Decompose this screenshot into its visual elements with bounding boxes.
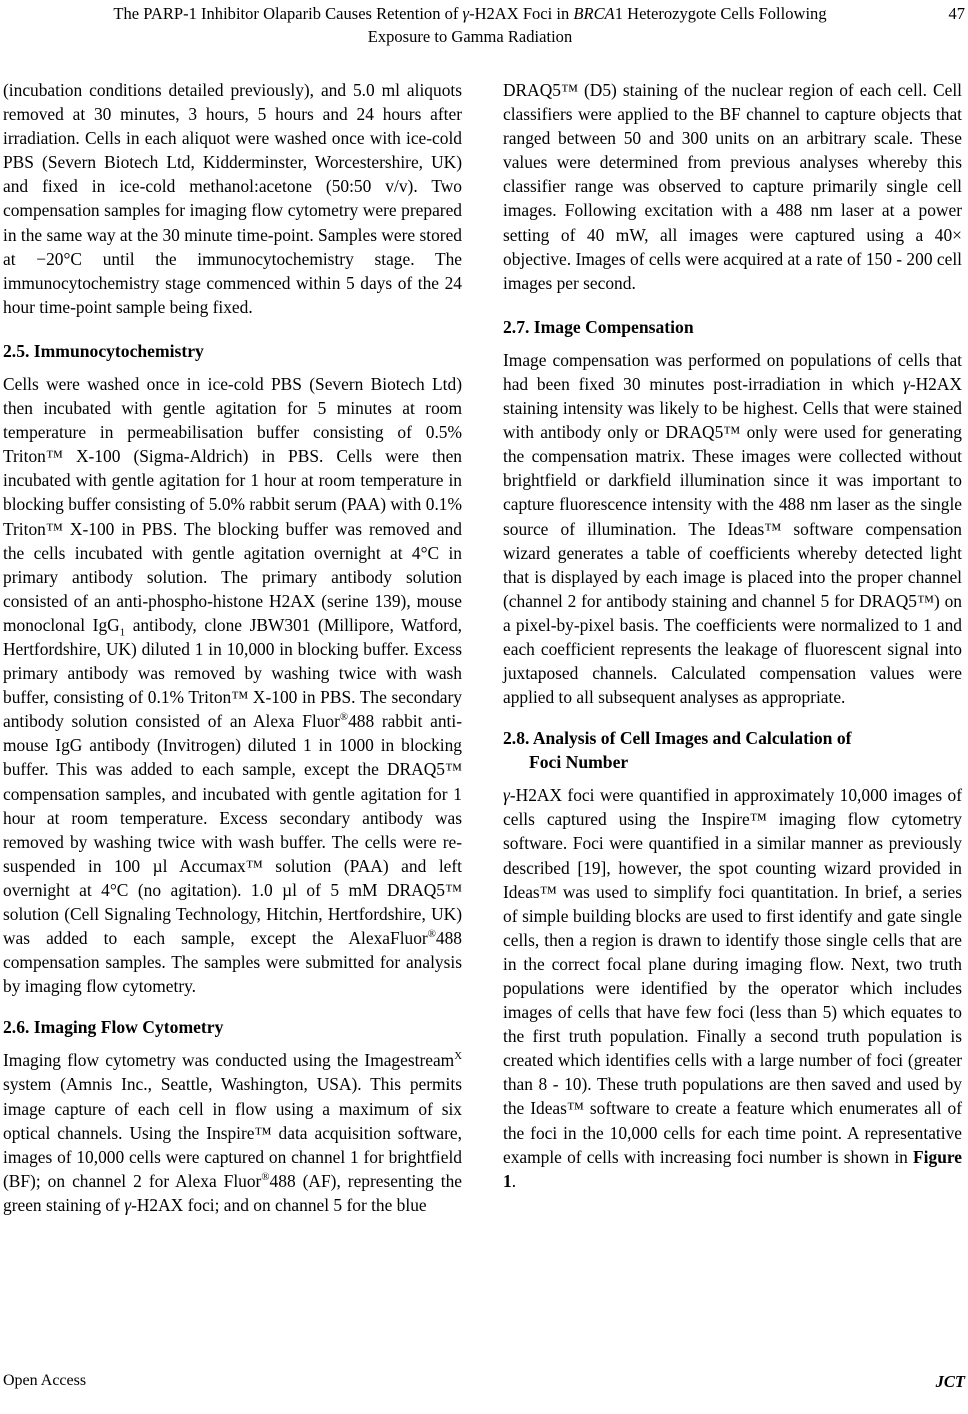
registered-trademark-icon: ® [427, 928, 436, 941]
para-2-7-part-a: Image compensation was performed on populations of cells that had been fixed 30 minutes post-irradiation in which [503, 349, 962, 394]
paragraph-draq5-staining: DRAQ5™ (D5) staining of the nuclear region of each cell. Cell classifiers were applied to the BF channel to capture objects that ranged between 50 and 300 units on an arbitrary scale. These values were determined from previous analyses whereby this classifier range was observed to capture primarily single cell images. Following excitation with a 488 nm laser at a power setting of 40 mW, all images were captured using a 40× objective. Images of cells were acquired at a rate of 150 - 200 cell images per second. [503, 80, 962, 293]
gamma-symbol: γ [503, 785, 510, 806]
left-column [3, 78, 462, 1340]
para-2-6-part-b: system (Amnis Inc., Seattle, Washington, USA). This permits image capture of each cell in flow using a maximum of six optical channels. Using the Inspire™ data acquisition software, images of 10,000 cells were captured on channel 1 for brightfield (BF); on channel 2 for Alexa Fluor [3, 1074, 462, 1191]
brca-gene-name: BRCA [573, 4, 615, 23]
running-head-title-pre: The PARP-1 Inhibitor Olaparib Causes Retention of [113, 4, 463, 23]
paragraph-immunocytochemistry [3, 372, 462, 998]
heading-2-8-line2: Foci Number [529, 752, 629, 773]
heading-2-7: 2.7. Image Compensation [503, 316, 694, 337]
running-head-title-mid: -H2AX Foci in [469, 4, 574, 23]
heading-2-8-line1: 2.8. Analysis of Cell Images and Calculation of [503, 728, 852, 749]
page-footer [0, 1372, 968, 1398]
running-head-title [60, 2, 880, 48]
para-2-6-part-c: 488 (AF), representing the green staining of [3, 1170, 462, 1215]
running-head-title-post: 1 Heterozygote Cells Following [614, 4, 827, 23]
igg-subscript: 1 [119, 626, 126, 639]
figure-1-reference[interactable]: Figure 1 [503, 1146, 962, 1191]
para-2-6-part-a: Imaging flow cytometry was conducted using the Imagestream [3, 1050, 455, 1071]
paragraph-foci-analysis [503, 783, 962, 1193]
para-2-5-part-b: antibody, clone JBW301 (Millipore, Watford, Hertfordshire, UK) diluted 1 in 10,000 in blocking buffer. Excess primary antibody was removed by washing twice with wash buffer, consisting of 0.1% Triton™ X-100 in PBS. The secondary antibody solution consisted of an Alexa Fluor [3, 614, 463, 732]
heading-2-8 [503, 726, 962, 774]
para-2-8-part-a: -H2AX foci were quantified in approximately 10,000 images of cells captured using the Inspire™ imaging flow cytometry software. Foci were quantified in a similar manner as previously described [19], however, the spot counting wizard provided in Ideas™ was used to simplify foci quantitation. In brief, a series of simple building blocks are used to first identify and gate single cells, then a region is drawn to identify those single cells that are in the correct focal plane during imaging flow. Next, two truth populations were identified by the operator which includes images of cells that have few foci (less than 5) which equates to the first truth population. Finally a second truth population is created which identifies cells with a large number of foci (greater than 8 - 10). These truth populations are then saved and used by the Ideas™ software to create a feature which enumerates all of the foci in the 10,000 cells for each time point. A representative example of cells with increasing foci number is shown in [503, 785, 962, 1167]
gamma-symbol: γ [902, 373, 910, 394]
heading-2-6: 2.6. Imaging Flow Cytometry [3, 1017, 224, 1038]
imagestream-x-superscript: X [454, 1050, 462, 1063]
para-2-5-part-d: 488 compensation samples. The samples were submitted for analysis by imaging flow cytometry. [3, 928, 462, 997]
page-number: 47 [948, 4, 965, 23]
two-column-body [3, 78, 965, 1340]
para-2-7-part-b: -H2AX staining intensity was likely to be highest. Cells that were stained with antibody only or DRAQ5™ only were used for generating the compensation matrix. These images were collected without brightfield or darkfield illumination since it was important to capture fluorescence intensity with the 488 nm laser as the single source of illumination. The Ideas™ software compensation wizard generates a table of coefficients whereby detected light that is displayed by each image is placed into the proper channel (channel 2 for antibody staining and channel 5 for DRAQ5™) on a pixel-by-pixel basis. The coefficients were normalized to 1 and each coefficient represents the leakage of fluorescent signal into juxtaposed channels. Calculated compensation values were applied to all subsequent analyses as appropriate. [503, 373, 962, 708]
running-head-title-line2: Exposure to Gamma Radiation [367, 27, 573, 46]
paragraph-image-compensation [503, 348, 962, 709]
right-column [503, 78, 962, 1340]
running-head [0, 0, 968, 58]
para-2-8-part-b: . [511, 1170, 517, 1191]
para-2-5-part-c: 488 rabbit anti-mouse IgG antibody (Invitrogen) diluted 1 in 1000 in blocking buffer. This was added to each sample, except the DRAQ5™ compensation samples, and incubated with gentle agitation for 1 hour at room temperature. Excess secondary antibody was removed by washing twice with wash buffer. The cells were re-suspended in 100 µl Accumax™ solution (PAA) and left overnight at 4°C (no agitation). 1.0 µl of 5 mM DRAQ5™ solution (Cell Signaling Technology, Hitchin, Hertfordshire, UK) was added to each sample, except the AlexaFluor [3, 711, 462, 949]
journal-abbreviation: JCT [935, 1372, 965, 1391]
heading-2-5: 2.5. Immunocytochemistry [3, 340, 204, 361]
gamma-symbol: γ [124, 1194, 132, 1215]
para-2-5-part-a: Cells were washed once in ice-cold PBS (Severn Biotech Ltd) then incubated with gentle agitation for 5 minutes at room temperature in permeabilisation buffer consisting of 0.5% Triton™ X-100 (Sigma-Aldrich) in PBS. Cells were then incubated with gentle agitation for 1 hour at room temperature in blocking buffer consisting of 5.0% rabbit serum (PAA) with 0.1% Triton™ X-100 in PBS. The blocking buffer was removed and the cells incubated with gentle agitation overnight at 4°C in primary antibody solution. The primary antibody solution consisted of an anti-phospho-histone H2AX (serine 139), mouse monoclonal IgG [3, 373, 462, 635]
paragraph-imaging-flow-cytometry [3, 1048, 462, 1217]
registered-trademark-icon: ® [261, 1171, 270, 1184]
paragraph-continuation: (incubation conditions detailed previously), and 5.0 ml aliquots removed at 30 minutes, 3 hours, 5 hours and 24 hours after irradiation. Cells in each aliquot were washed once with ice-cold PBS (Severn Biotech Ltd, Kidderminster, Worcestershire, UK) and fixed in ice-cold methanol:acetone (50:50 v/v). Two compensation samples for imaging flow cytometry were prepared in the same way at the 30 minute time-point. Samples were stored at −20°C until the immunocytochemistry stage. The immunocytochemistry stage commenced within 5 days of the 24 hour time-point sample being fixed. [3, 80, 462, 317]
registered-trademark-icon: ® [339, 711, 349, 724]
open-access-label: Open Access [3, 1372, 87, 1389]
gamma-symbol: γ [462, 4, 470, 23]
para-2-6-part-d: -H2AX foci; and on channel 5 for the blue [131, 1194, 427, 1215]
